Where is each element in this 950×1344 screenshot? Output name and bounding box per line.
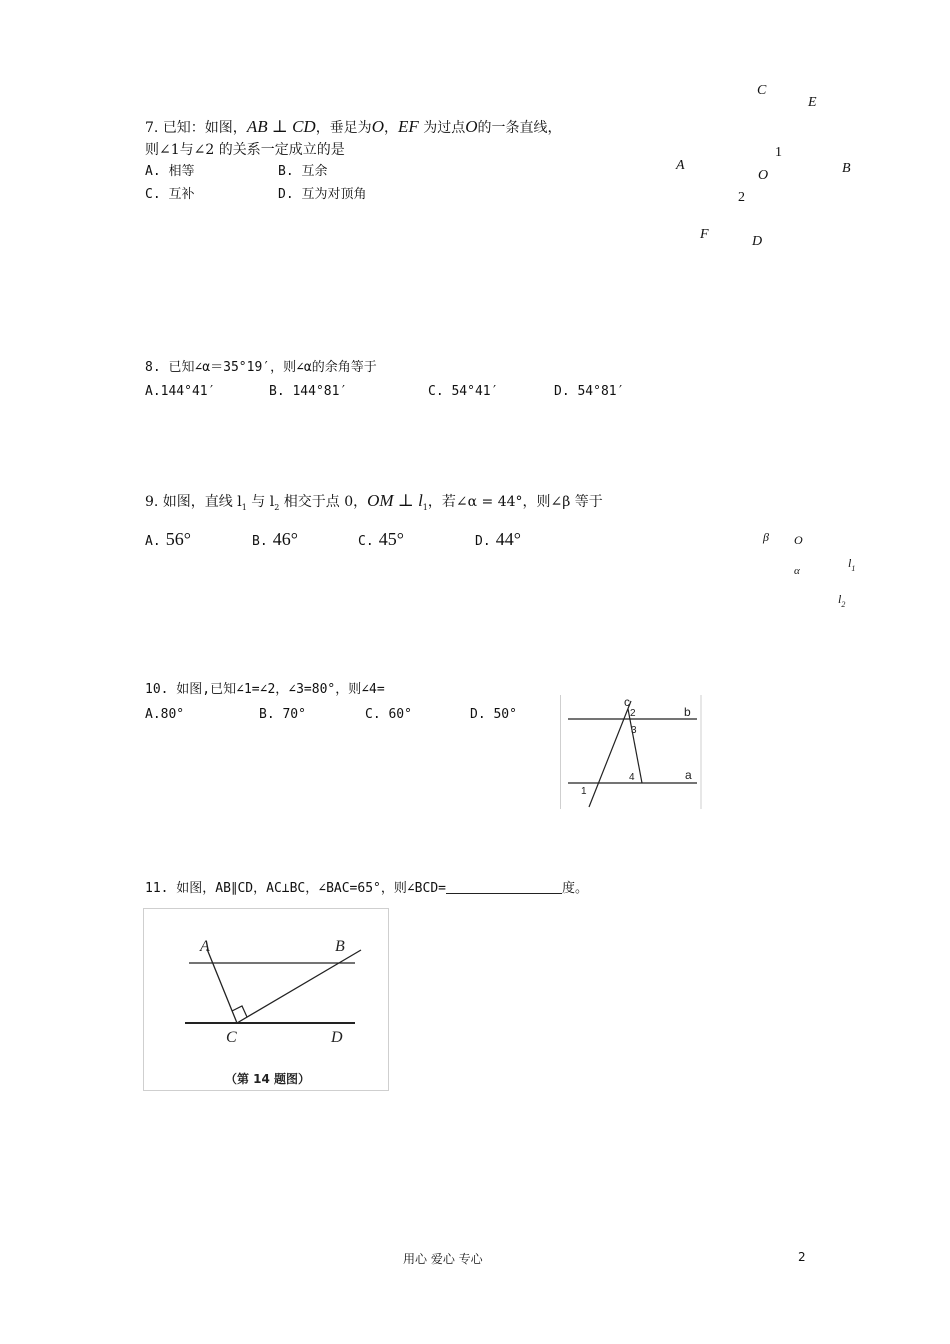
q11-fig-label-c: C [226,1029,237,1046]
q9-fig-label-beta: β [763,530,769,544]
q10-transversal-c [589,701,631,807]
q8-stem: 8. 已知∠α＝35°19′，则∠α的余角等于 [145,360,377,375]
q10-option-c: C. 60° [365,707,412,722]
q9-option-c: C. 45° [358,529,404,549]
q9-option-a: A. 56° [145,529,191,549]
q7-fig-label-f: F [700,227,709,242]
q9-fig-label-alpha: α [794,565,800,577]
q9-option-d: D. 44° [475,529,521,549]
q11-figure [143,908,389,1091]
q8-option-d: D. 54°81′ [554,384,625,399]
q10-fig-label-2: 2 [630,708,636,719]
q10-fig-label-a: a [685,768,692,782]
q10-fig-label-b: b [684,705,691,719]
q11-segment-ac [207,949,237,1023]
q7-fig-label-o: O [758,168,769,183]
q11-fig-frame [144,909,389,1091]
footer-slogan: 用心 爱心 专心 [403,1252,483,1266]
q11-answer-blank[interactable] [446,879,562,894]
page-number: 2 [798,1250,806,1264]
q7-fig-label-2: 2 [738,190,745,205]
q10-fig-label-1: 1 [581,786,587,797]
q7-fig-label-c: C [757,83,767,98]
q8-option-a: A.144°41′ [145,384,216,399]
q10-fig-label-c: c [624,695,630,709]
q11-fig-label-d: D [331,1029,343,1046]
q10-figure [560,695,702,809]
q11-fig-caption: （第 14 题图） [225,1072,311,1086]
q8-option-c: C. 54°41′ [428,384,499,399]
q7-option-a: A. 相等 [145,164,195,179]
q10-fig-label-3: 3 [631,725,637,736]
q9-fig-label-o: O [794,533,803,547]
q7-fig-label-a: A [676,158,685,173]
q10-option-a: A.80° [145,707,185,722]
q9-option-b: B. 46° [252,529,298,549]
q7-stem-line1: 7. 已知：如图，AB ⊥ CD，垂足为O，EF 为过点O的一条直线， [145,117,562,136]
q7-option-b: B. 互余 [278,164,328,179]
q10-option-d: D. 50° [470,707,517,722]
q9-fig-label-l1: $l_1$ [848,556,856,573]
q7-fig-label-d: D [752,234,763,249]
q7-fig-label-b: B [842,161,851,176]
q8-option-b: B. 144°81′ [269,384,348,399]
q9-stem: 9. 如图，直线 $l_1$ 与 $l_2$ 相交于点 0，OM ⊥ $l_1$，若∠α = 44°，则∠β 等于 [145,491,603,512]
q11-fig-label-a: A [200,938,210,955]
q11-stem: 11. 如图，AB∥CD，AC⊥BC，∠BAC=65°，则∠BCD= 度。 [145,881,589,896]
q7-fig-label-1: 1 [775,145,782,160]
q10-fig-label-4: 4 [629,772,635,783]
q7-fig-label-e: E [808,95,817,110]
q7-option-d: D. 互为对顶角 [278,187,367,202]
q7-stem-line2: 则∠1与∠2 的关系一定成立的是 [145,142,345,158]
q10-option-b: B. 70° [259,707,306,722]
q10-stem: 10. 如图,已知∠1=∠2，∠3=80°，则∠4= [145,682,385,697]
q9-fig-label-l2: $l_2$ [838,592,846,609]
q7-option-c: C. 互补 [145,187,195,202]
q11-fig-label-b: B [335,938,345,955]
q11-segment-cb [237,950,361,1023]
